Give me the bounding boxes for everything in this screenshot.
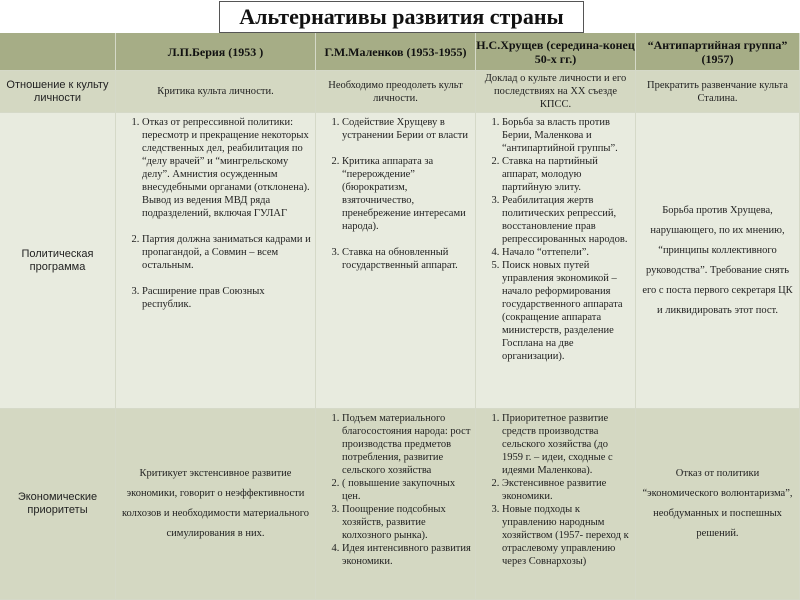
list-item: 2. ( повышение закупочных цен.	[342, 477, 471, 503]
cell-economy-antiparty-group: Отказ от политики “экономического волюнтаризма”, необдуманных и поспешных решений.	[636, 409, 800, 600]
cell-economy-khrushchev	[476, 409, 636, 600]
cell-economy-malenkov	[316, 409, 476, 600]
list-item: 2. Критика аппарата за “перерождение” (бюрократизм, взяточничество, пренебрежение интересами народа).	[342, 155, 471, 233]
row-header-cult: Отношение к культу личности	[0, 71, 116, 113]
list-item: 1. Отказ от репрессивной политики: пересмотр и прекращение некоторых следственных дел, реабилитация по “делу врачей” и “мингрельскому делу”. Амнистия осужденным внесудебными органами (отклонена). Вывод из ведения МВД ряда подразделений, включая ГУЛАГ	[142, 116, 311, 220]
cell-cult-malenkov: Необходимо преодолеть культ личности.	[316, 71, 476, 113]
list-item: 4. Начало “оттепели”.	[502, 246, 631, 259]
column-header-khrushchev: Н.С.Хрущев (середина-конец 50-х гг.)	[476, 33, 636, 71]
list-item: 4. Идея интенсивного развития экономики.	[342, 542, 471, 568]
list-item: 3. Ставка на обновленный государственный аппарат.	[342, 246, 471, 272]
list-item: 3. Поощрение подсобных хозяйств, развитие колхозного рынка).	[342, 503, 471, 542]
list-item: 1. Подъем материального благосостояния народа: рост производства предметов потребления, развитие сельского хозяйства	[342, 412, 471, 477]
list-item: 3. Новые подходы к управлению народным хозяйством (1957- переход к отраслевому управлению через Совнархозы)	[502, 503, 631, 568]
row-header-economy: Экономические приоритеты	[0, 409, 116, 600]
page-title: Альтернативы развития страны	[219, 1, 584, 33]
list-item: 2. Партия должна заниматься кадрами и пропагандой, а Совмин – всем остальным.	[142, 233, 311, 272]
cell-politics-antiparty-group: Борьба против Хрущева, нарушающего, по их мнению, “принципы коллективного руководства”. Требование снять его с поста первого секретаря ЦК и ликвидировать этот пост.	[636, 113, 800, 409]
cell-politics-malenkov	[316, 113, 476, 409]
cell-cult-khrushchev: Доклад о культе личности и его последствиях на XX съезде КПСС.	[476, 71, 636, 113]
row-header-politics: Политическая программа	[0, 113, 116, 409]
list-item: 5. Поиск новых путей управления экономикой – начало реформирования государственного аппарата (сокращение аппарата министерств, разделение Госплана на две организации).	[502, 259, 631, 363]
column-header-malenkov: Г.М.Маленков (1953-1955)	[316, 33, 476, 71]
cell-economy-beria: Критикует экстенсивное развитие экономики, говорит о неэффективности колхозов и необходимости материального симулирования в них.	[116, 409, 316, 600]
comparison-table	[0, 33, 800, 600]
list-item: 2. Ставка на партийный аппарат, молодую партийную элиту.	[502, 155, 631, 194]
cell-cult-antiparty-group: Прекратить развенчание культа Сталина.	[636, 71, 800, 113]
cell-politics-beria	[116, 113, 316, 409]
list-item: 1. Борьба за власть против Берии, Маленкова и “антипартийной группы”.	[502, 116, 631, 155]
column-header-beria: Л.П.Берия (1953 )	[116, 33, 316, 71]
list-item: 1. Содействие Хрущеву в устранении Берии от власти	[342, 116, 471, 142]
cell-politics-khrushchev	[476, 113, 636, 409]
list-item: 3. Реабилитация жертв политических репрессий, восстановление прав репрессированных народов.	[502, 194, 631, 246]
list-item: 2. Экстенсивное развитие экономики.	[502, 477, 631, 503]
list-item: 1. Приоритетное развитие средств производства сельского хозяйства (до 1959 г. – идеи, сходные с идеями Маленкова).	[502, 412, 631, 477]
column-header-antiparty-group: “Антипартийная группа” (1957)	[636, 33, 800, 71]
cell-cult-beria: Критика культа личности.	[116, 71, 316, 113]
header-corner	[0, 33, 116, 71]
list-item: 3. Расширение прав Союзных республик.	[142, 285, 311, 311]
